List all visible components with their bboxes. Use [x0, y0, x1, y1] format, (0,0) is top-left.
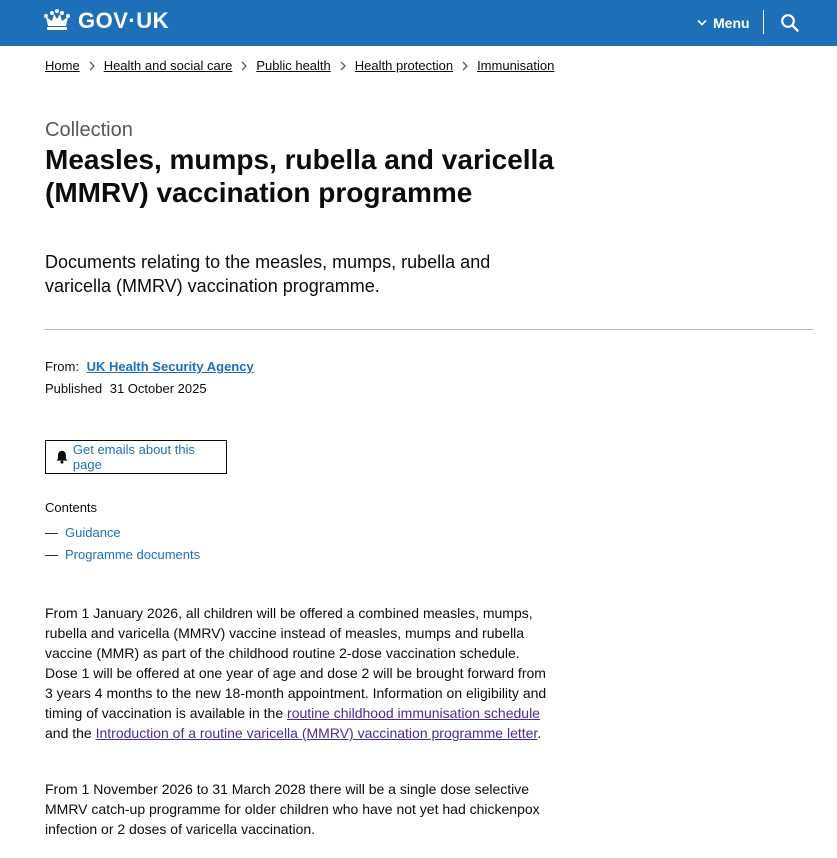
search-button[interactable]: [780, 13, 800, 33]
page-caption: Collection: [45, 119, 133, 141]
page-lead: Documents relating to the measles, mumps, rubella and varicella (MMRV) vaccination programme.: [45, 252, 491, 296]
section-divider: [45, 329, 813, 330]
chevron-right-icon: [462, 61, 468, 71]
site-header: [0, 0, 837, 46]
schedule-link[interactable]: routine childhood immunisation schedule: [287, 705, 540, 721]
body-paragraph-1: [45, 603, 553, 743]
contents-item: [45, 544, 200, 566]
metadata: [45, 356, 254, 400]
from-row: [45, 356, 254, 378]
dash-marker: —: [45, 525, 58, 540]
body-text: From 1 January 2026, all children will be offered a combined measles, mumps, rubella and varicella (MMRV) vaccine instead of measles, mumps and rubella vaccine (MMR) as part of the childhood routine 2-dose vaccination schedule. Dose 1 will be offered at one year of age and dose 2 will be brought forward from 3 years 4 months to the new 18-month appointment. Information on eligibility and timing of vaccination is available in the: [45, 605, 547, 721]
contents-heading: Contents: [45, 500, 98, 515]
breadcrumb-health-and-social-care[interactable]: Health and social care: [103, 58, 233, 73]
body-paragraph-2: From 1 November 2026 to 31 March 2028 there will be a single dose selective MMRV catch-up programme for older children who have not yet had chickenpox infection or 2 doses of varicella vaccination.: [45, 781, 540, 837]
contents-item: [45, 522, 200, 544]
crown-icon: [44, 9, 70, 33]
breadcrumb-immunisation[interactable]: Immunisation: [477, 58, 555, 73]
chevron-right-icon: [89, 61, 95, 71]
header-divider: [763, 10, 764, 34]
breadcrumb-public-health[interactable]: Public health: [256, 58, 331, 73]
chevron-down-icon: [697, 19, 707, 27]
published-row: [45, 378, 254, 400]
chevron-right-icon: [340, 61, 346, 71]
organisation-link[interactable]: UK Health Security Agency: [86, 359, 254, 374]
search-icon: [780, 13, 800, 33]
chevron-right-icon: [241, 61, 247, 71]
body-text: and the: [45, 725, 96, 741]
programme-letter-link[interactable]: Introduction of a routine varicella (MMRV) vaccination programme letter: [95, 725, 538, 741]
contents-list: [45, 522, 200, 566]
contents-link-programme-documents[interactable]: Programme documents: [65, 547, 201, 562]
breadcrumb-health-protection[interactable]: Health protection: [354, 58, 454, 73]
dash-marker: —: [45, 547, 58, 562]
contents-link-guidance[interactable]: Guidance: [65, 525, 121, 540]
from-label: From:: [45, 359, 79, 374]
bell-icon: [56, 450, 68, 464]
govuk-logo-text: GOV·UK: [78, 8, 169, 33]
breadcrumb: [45, 58, 554, 74]
body-text: .: [537, 725, 542, 741]
menu-label: Menu: [713, 15, 750, 31]
get-emails-label: Get emails about this page: [72, 442, 195, 472]
menu-button[interactable]: [697, 12, 750, 34]
govuk-logo-link[interactable]: [44, 9, 169, 33]
published-label: Published: [45, 381, 103, 396]
get-emails-button[interactable]: [45, 440, 227, 474]
page-title: Measles, mumps, rubella and varicella (MMRV) vaccination programme: [45, 144, 554, 208]
published-date: 31 October 2025: [109, 381, 207, 396]
breadcrumb-home[interactable]: Home: [45, 58, 80, 73]
